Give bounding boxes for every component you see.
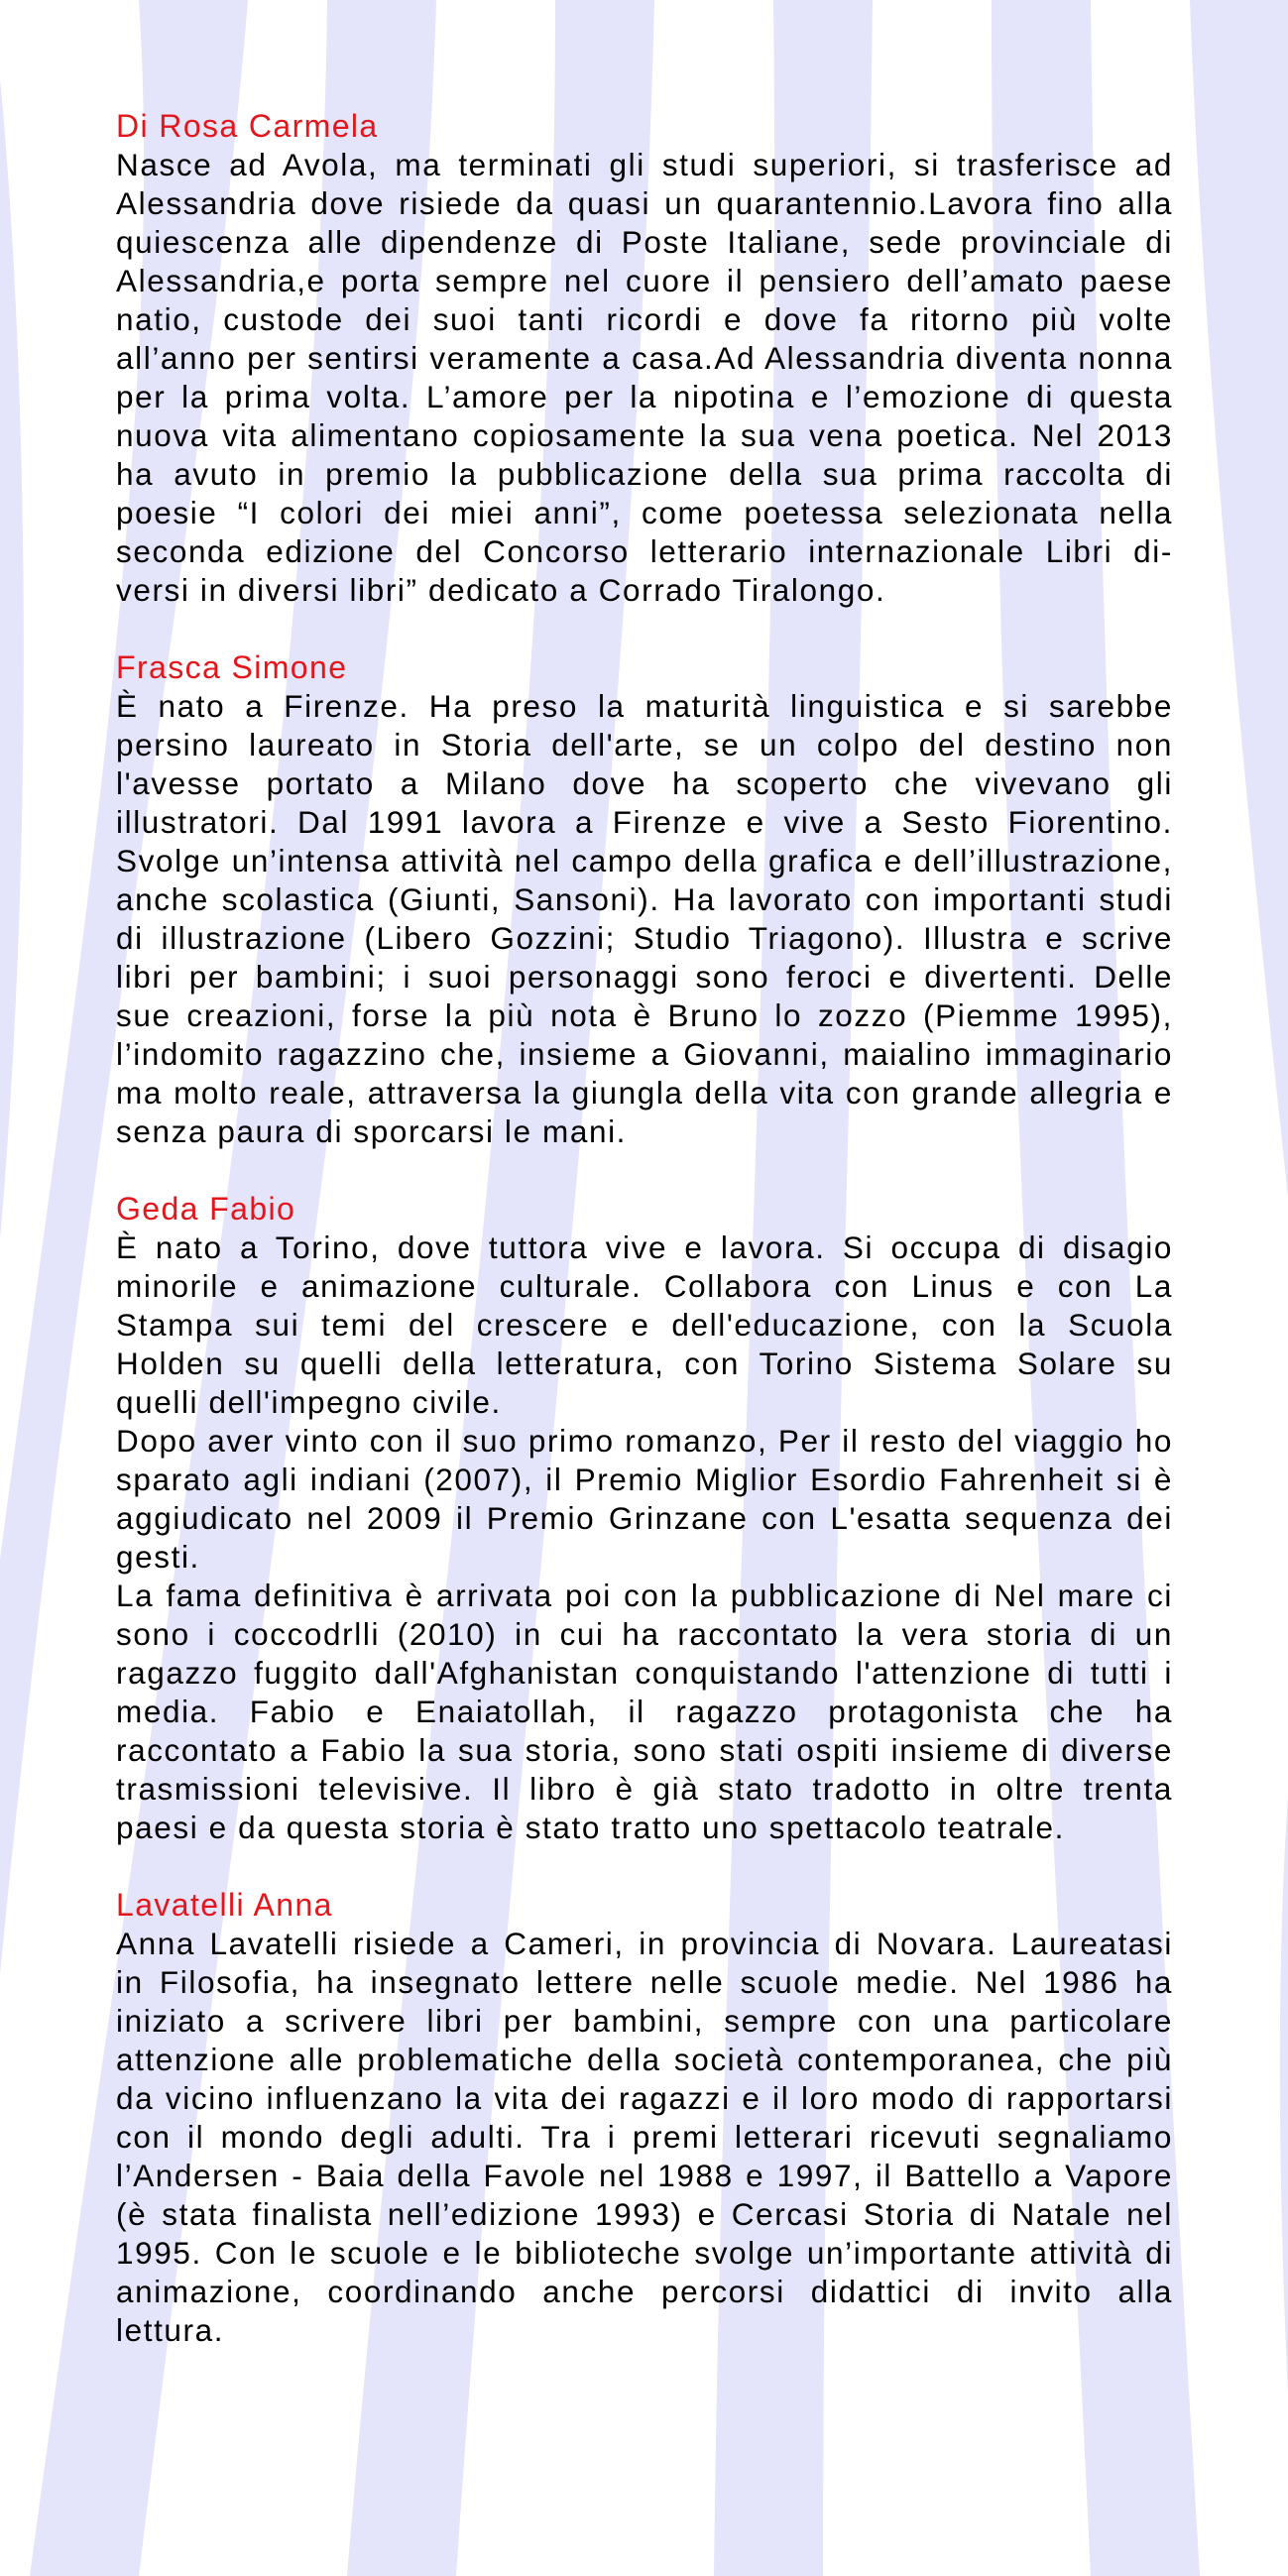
bio-paragraph: È nato a Firenze. Ha preso la maturità linguistica e si sarebbe persino laureato in Storia dell'arte, se un colpo del destino non l'avesse portato a Milano dove ha scoperto che vivevano gli illustratori. Dal 1991 lavora a Firenze e vive a Sesto Fiorentino. Svolge un’intensa attività nel campo della grafica e dell’illustrazione, anche scolastica (Giunti, Sansoni). Ha lavorato con importanti studi di illustrazione (Libero Gozzini; Studio Triagono). Illustra e scrive libri per bambini; i suoi personaggi sono feroci e divertenti. Delle sue creazioni, forse la più nota è Bruno lo zozzo (Piemme 1995), l’indomito ragazzino che, insieme a Giovanni, maialino immaginario ma molto reale, attraversa la giungla della vita con grande allegria e senza paura di sporcarsi le mani. (116, 688, 1173, 1149)
bio-name: Lavatelli Anna (116, 1887, 333, 1923)
bio-section (116, 648, 1173, 1151)
bio-paragraph: Nasce ad Avola, ma terminati gli studi superiori, si trasferisce ad Alessandria dove risiede da quasi un quarantennio.Lavora fino alla quiescenza alle dipendenze di Poste Italiane, sede provinciale di Alessandria,e porta sempre nel cuore il pensiero dell’amato paese natio, custode dei suoi tanti ricordi e dove fa ritorno più volte all’anno per sentirsi veramente a casa.Ad Alessandria diventa nonna per la prima volta. L’amore per la nipotina e l’emozione di questa nuova vita alimentano copiosamente la sua vena poetica. Nel 2013 ha avuto in premio la pubblicazione della sua prima raccolta di poesie “I colori dei miei anni”, come poetessa selezionata nella seconda edizione del Concorso letterario internazionale Libri di-versi in diversi libri” dedicato a Corrado Tiralongo. (116, 147, 1173, 608)
bio-name: Di Rosa Carmela (116, 108, 379, 144)
bio-name: Geda Fabio (116, 1191, 296, 1227)
stripe (0, 0, 24, 1339)
bio-paragraph: Anna Lavatelli risiede a Cameri, in provincia di Novara. Laureatasi in Filosofia, ha insegnato lettere nelle scuole medie. Nel 1986 ha iniziato a scrivere libri per bambini, sempre con una particolare attenzione alle problematiche della società contemporanea, che più da vicino influenzano la vita dei ragazzi e il loro modo di rapportarsi con il mondo degli adulti. Tra i premi letterari ricevuti segnaliamo l’Andersen - Baia della Favole nel 1988 e 1997, il Battello a Vapore (è stata finalista nell’edizione 1993) e Cercasi Storia di Natale nel 1995. Con le scuole e le biblioteche svolge un’importante attività di animazione, coordinando anche percorsi didattici di invito alla lettura. (116, 1926, 1173, 2348)
stripe (1190, 0, 1288, 1289)
bio-section (116, 1190, 1173, 1847)
bio-section (116, 1886, 1173, 2350)
stripe (1280, 1686, 1288, 2576)
bio-name: Frasca Simone (116, 649, 348, 685)
bio-paragraph: La fama definitiva è arrivata poi con la pubblicazione di Nel mare ci sono i coccodrlli (2010) in cui ha raccontato la vera storia di un ragazzo fuggito dall'Afghanistan conquistando l'attenzione di tutti i media. Fabio e Enaiatollah, il ragazzo protagonista che ha raccontato a Fabio la sua storia, sono stati ospiti insieme di diverse trasmissioni televisive. Il libro è già stato tradotto in oltre trenta paesi e da questa storia è stato tratto uno spettacolo teatrale. (116, 1578, 1173, 1845)
bio-section (116, 107, 1173, 610)
bio-paragraph: È nato a Torino, dove tuttora vive e lavora. Si occupa di disagio minorile e animazione culturale. Collabora con Linus e con La Stampa sui temi del crescere e dell'educazione, con la Scuola Holden su quelli della letteratura, con Torino Sistema Solare su quelli dell'impegno civile. (116, 1229, 1173, 1420)
bios-column (116, 107, 1173, 2389)
bio-paragraph: Dopo aver vinto con il suo primo romanzo, Per il resto del viaggio ho sparato agli indiani (2007), il Premio Miglior Esordio Fahrenheit si è aggiudicato nel 2009 il Premio Grinzane con L'esatta sequenza dei gesti. (116, 1423, 1173, 1575)
